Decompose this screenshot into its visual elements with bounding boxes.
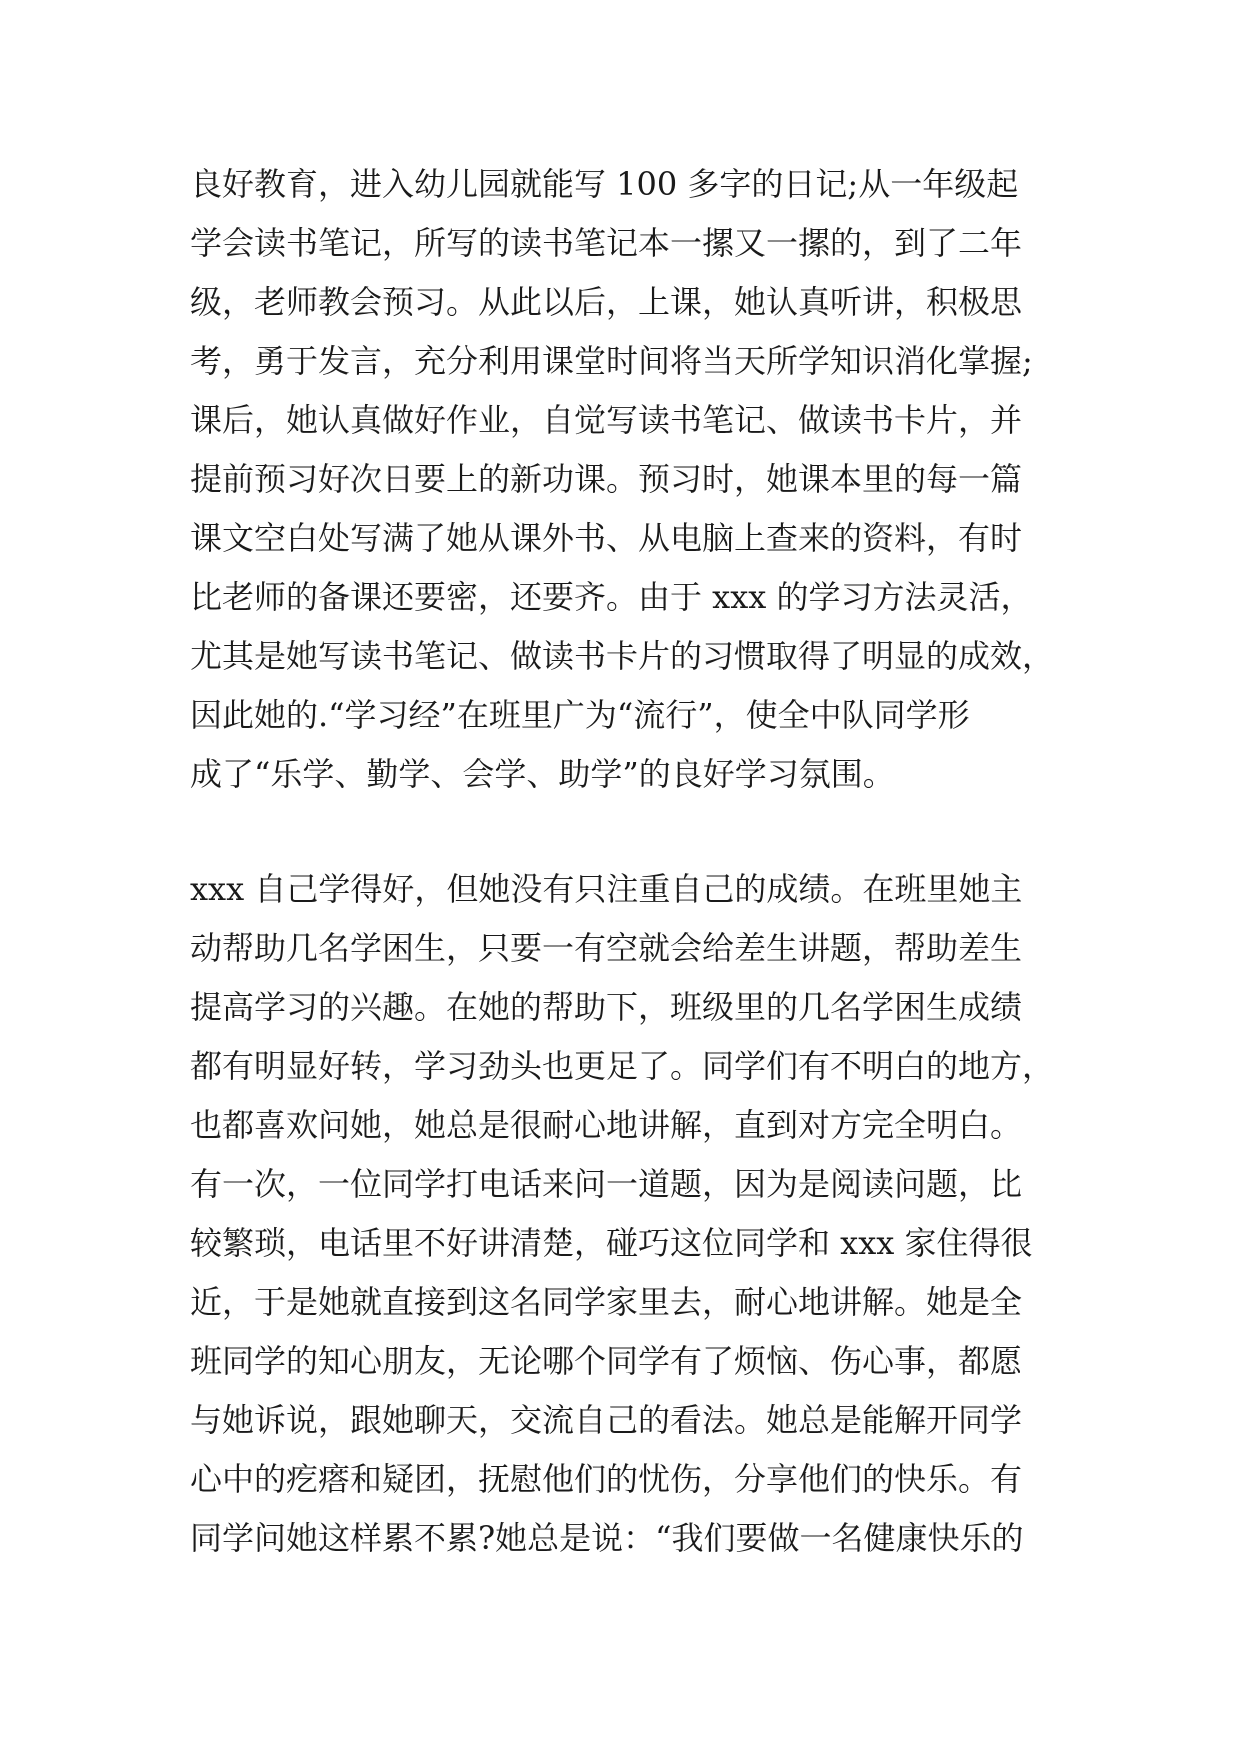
text-line: 心中的疙瘩和疑团，抚慰他们的忧伤，分享他们的快乐。有 <box>190 1460 1023 1498</box>
paragraph-1 <box>190 155 1070 804</box>
paragraph-2 <box>190 860 1070 1568</box>
text-line: 成了“乐学、勤学、会学、助学”的良好学习氛围。 <box>190 755 895 793</box>
text-line: 与她诉说，跟她聊天，交流自己的看法。她总是能解开同学 <box>190 1401 1023 1439</box>
text-line: 比老师的备课还要密，还要齐。由于 xxx 的学习方法灵活， <box>190 578 1033 616</box>
text-line: 较繁琐，电话里不好讲清楚，碰巧这位同学和 xxx 家住得很 <box>190 1224 1033 1262</box>
text-line: 考，勇于发言，充分利用课堂时间将当天所学知识消化掌握; <box>190 342 1033 380</box>
text-line: 提高学习的兴趣。在她的帮助下，班级里的几名学困生成绩 <box>190 988 1023 1026</box>
text-line: 提前预习好次日要上的新功课。预习时，她课本里的每一篇 <box>190 460 1023 498</box>
text-line: 同学问她这样累不累?她总是说：“我们要做一名健康快乐的 <box>190 1519 1024 1557</box>
text-line: 课后，她认真做好作业，自觉写读书笔记、做读书卡片，并 <box>190 401 1023 439</box>
text-line: 良好教育，进入幼儿园就能写 100 多字的日记;从一年级起 <box>190 165 1019 203</box>
text-line: 因此她的.“学习经”在班里广为“流行”，使全中队同学形 <box>190 696 970 734</box>
text-line: 课文空白处写满了她从课外书、从电脑上查来的资料，有时 <box>190 519 1023 557</box>
text-line: 级，老师教会预习。从此以后，上课，她认真听讲，积极思 <box>190 283 1023 321</box>
text-line: 学会读书笔记，所写的读书笔记本一摞又一摞的，到了二年 <box>190 224 1023 262</box>
text-line: 尤其是她写读书笔记、做读书卡片的习惯取得了明显的成效， <box>190 637 1055 675</box>
text-line: 有一次，一位同学打电话来问一道题，因为是阅读问题，比 <box>190 1165 1023 1203</box>
text-line: 也都喜欢问她，她总是很耐心地讲解，直到对方完全明白。 <box>190 1106 1023 1144</box>
text-line: 班同学的知心朋友，无论哪个同学有了烦恼、伤心事，都愿 <box>190 1342 1023 1380</box>
text-line: 近，于是她就直接到这名同学家里去，耐心地讲解。她是全 <box>190 1283 1023 1321</box>
text-line: 动帮助几名学困生，只要一有空就会给差生讲题，帮助差生 <box>190 929 1023 967</box>
text-line: xxx 自己学得好，但她没有只注重自己的成绩。在班里她主 <box>190 870 1023 908</box>
text-line: 都有明显好转，学习劲头也更足了。同学们有不明白的地方， <box>190 1047 1055 1085</box>
